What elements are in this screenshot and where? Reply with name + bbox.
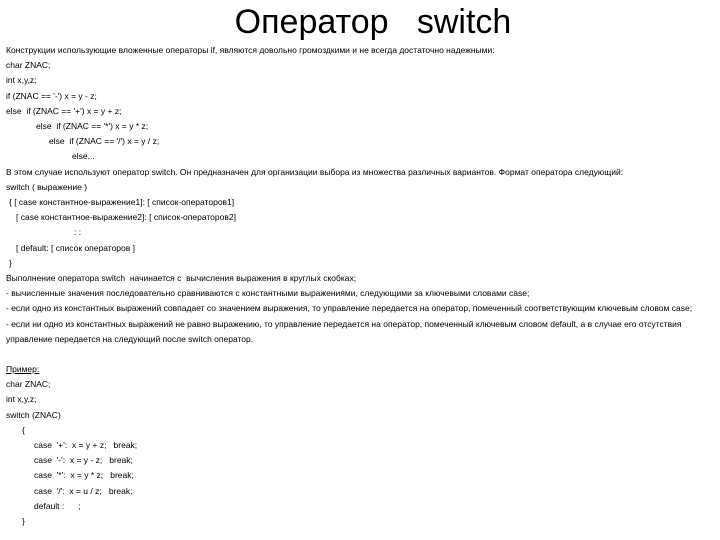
syntax-line: [ case константное-выражение2]: [ список-операторов2]: [16, 212, 236, 223]
syntax-line: }: [9, 257, 12, 268]
code-line: else if (ZNAC == '/') x = y / z;: [49, 136, 160, 147]
example-line: char ZNAC;: [6, 379, 51, 390]
execution-text: - если одно из константных выражений совпадает со значением выражения, то управление передается на оператор, помеченный соответствующим ключевым словом case;: [6, 303, 693, 314]
execution-text: - вычисленные значения последовательно сравниваются с константными выражениями, следующими за ключевыми словами case;: [6, 288, 530, 299]
example-line: case '/': x = u / z; break;: [34, 485, 133, 496]
example-heading: Пример:: [6, 364, 40, 375]
syntax-line: switch ( выражение ): [6, 181, 88, 192]
syntax-line: : :: [74, 227, 82, 238]
execution-text: Выполнение оператора switch начинается с вычисления выражения в круглых скобках;: [6, 273, 357, 284]
intro-text: Конструкции использующие вложенные операторы if, являются довольно громоздкими и не всегда достаточно надежными:: [6, 45, 495, 55]
code-line: else...: [72, 151, 95, 162]
code-line: char ZNAC;: [6, 60, 51, 71]
example-line: case '*': x = y * z; break;: [34, 470, 134, 481]
slide-body: [6, 43, 714, 529]
code-line: int x,y,z;: [6, 75, 37, 86]
example-line: case '-': x = y - z; break;: [34, 455, 133, 466]
example-line: switch (ZNAC): [6, 409, 61, 420]
example-line: case '+': x = y + z; break;: [34, 440, 138, 451]
code-line: if (ZNAC == '-') x = y - z;: [6, 90, 97, 101]
code-line: else if (ZNAC == '+') x = y + z;: [6, 105, 122, 116]
example-line: }: [22, 516, 25, 527]
example-line: default : ;: [34, 500, 81, 511]
execution-text: - если ни одно из константных выражений не равно выражению, то управление передается на оператор, помеченный ключевым словом default, а в случае его отсутствия управление передается на следующий после switch оператор.: [6, 318, 682, 344]
syntax-line: [ default: [ список операторов ]: [16, 242, 135, 253]
example-line: {: [22, 424, 25, 435]
example-line: int x,y,z;: [6, 394, 37, 405]
code-line: else if (ZNAC == '*') x = y * z;: [36, 121, 149, 132]
description-text: В этом случае используют оператор switch. Он предназначен для организации выбора из множества различных вариантов. Формат оператора следующий:: [6, 166, 624, 177]
slide-title: Оператор switch: [234, 3, 512, 41]
spacer: [6, 347, 714, 362]
syntax-line: { [ case константное-выражение1]: [ список-операторов1]: [9, 197, 235, 208]
